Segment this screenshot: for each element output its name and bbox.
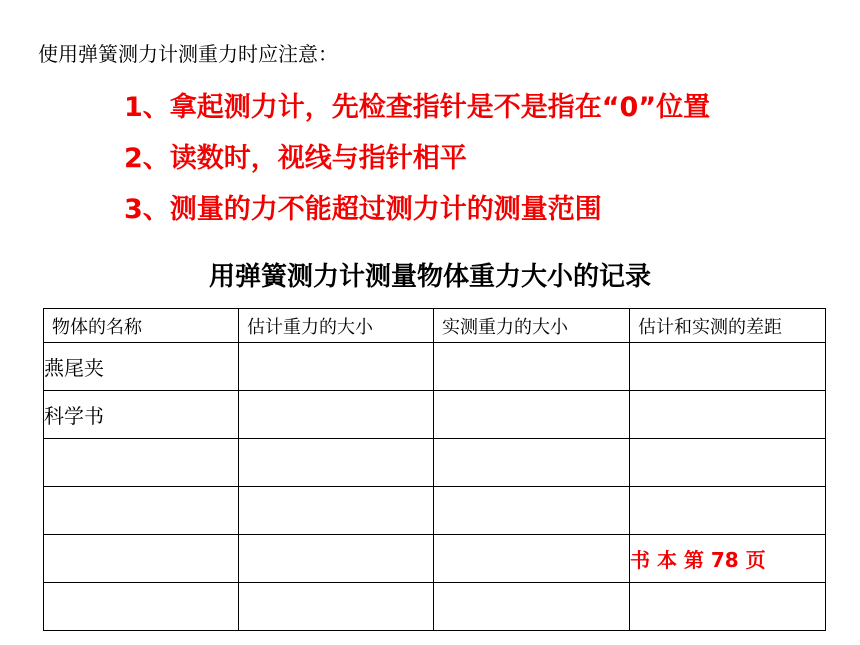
table-cell bbox=[630, 583, 826, 631]
table-cell: 燕尾夹 bbox=[44, 343, 239, 391]
table-cell bbox=[630, 487, 826, 535]
table-cell bbox=[434, 343, 630, 391]
intro-text: 使用弹簧测力计测重力时应注意： bbox=[38, 42, 338, 66]
table-row bbox=[44, 439, 826, 487]
page-reference-note: 书 本 第 78 页 bbox=[630, 535, 826, 583]
table-cell bbox=[239, 343, 434, 391]
table-cell bbox=[239, 535, 434, 583]
tip-item: 2、读数时，视线与指针相平 bbox=[124, 143, 467, 174]
table-cell bbox=[239, 583, 434, 631]
table-cell bbox=[44, 487, 239, 535]
table-row bbox=[44, 343, 826, 391]
table-row bbox=[44, 391, 826, 439]
table-cell bbox=[434, 439, 630, 487]
tip-item: 3、测量的力不能超过测力计的测量范围 bbox=[124, 194, 602, 225]
column-header-object-name: 物体的名称 bbox=[44, 309, 239, 343]
table-cell bbox=[434, 583, 630, 631]
table-cell bbox=[630, 343, 826, 391]
record-table bbox=[43, 308, 826, 631]
table-row bbox=[44, 487, 826, 535]
column-header-estimated-weight: 估计重力的大小 bbox=[239, 309, 434, 343]
table-cell bbox=[630, 439, 826, 487]
table-cell bbox=[630, 391, 826, 439]
table-cell bbox=[44, 583, 239, 631]
table-cell bbox=[239, 391, 434, 439]
column-header-difference: 估计和实测的差距 bbox=[630, 309, 826, 343]
column-header-measured-weight: 实测重力的大小 bbox=[434, 309, 630, 343]
table-cell bbox=[434, 535, 630, 583]
table-row bbox=[44, 535, 826, 583]
table-cell bbox=[434, 487, 630, 535]
table-title: 用弹簧测力计测量物体重力大小的记录 bbox=[208, 262, 651, 292]
table-cell bbox=[239, 439, 434, 487]
table-cell bbox=[239, 487, 434, 535]
table-row bbox=[44, 583, 826, 631]
table-cell bbox=[434, 391, 630, 439]
tips-list bbox=[124, 88, 710, 241]
table-cell bbox=[44, 535, 239, 583]
table-cell bbox=[44, 439, 239, 487]
table-header-row bbox=[44, 309, 826, 343]
table-cell: 科学书 bbox=[44, 391, 239, 439]
tip-item: 1、拿起测力计，先检查指针是不是指在“0”位置 bbox=[124, 92, 711, 123]
